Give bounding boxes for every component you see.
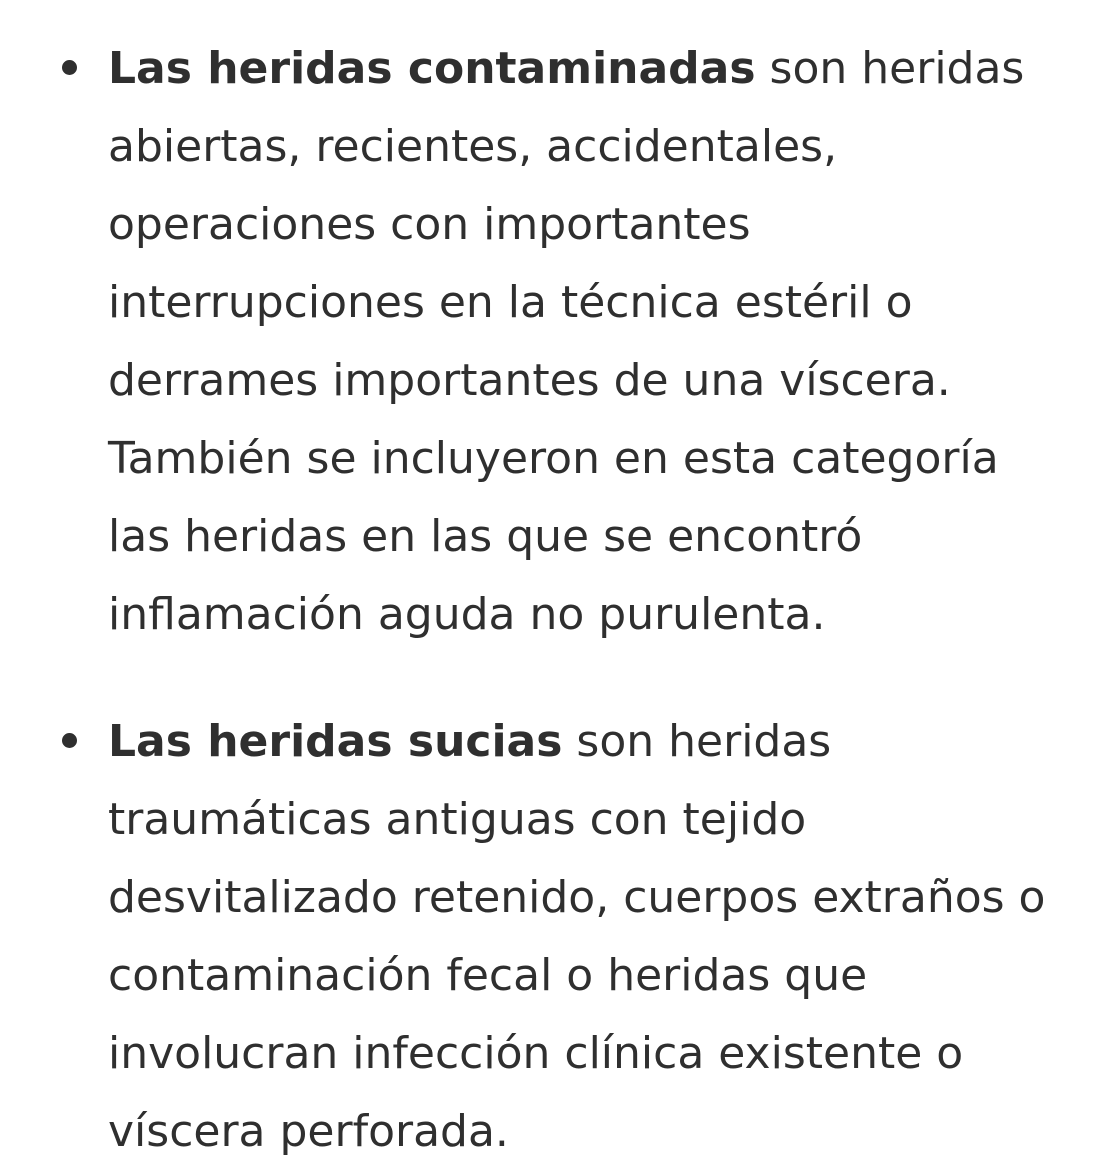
definition-contaminated-wounds: son heridas abiertas, recientes, accidentales, operaciones con importantes interrupciones en la técnica estéril o derrames importantes de una víscera. También se incluyeron en esta categoría las heridas en las que se encontró inflamación aguda no purulenta. [108,43,1025,640]
bullet-icon [62,60,77,75]
term-dirty-wounds: Las heridas sucias [108,716,563,767]
definition-dirty-wounds: son heridas traumáticas antiguas con tejido desvitalizado retenido, cuerpos extraños o contaminación fecal o heridas que involucran infección clínica existente o víscera perforada. [108,716,1046,1157]
term-contaminated-wounds: Las heridas contaminadas [108,43,756,94]
list-item-text [108,703,1068,1171]
list-item-text [108,30,1068,654]
bullet-icon [62,733,77,748]
